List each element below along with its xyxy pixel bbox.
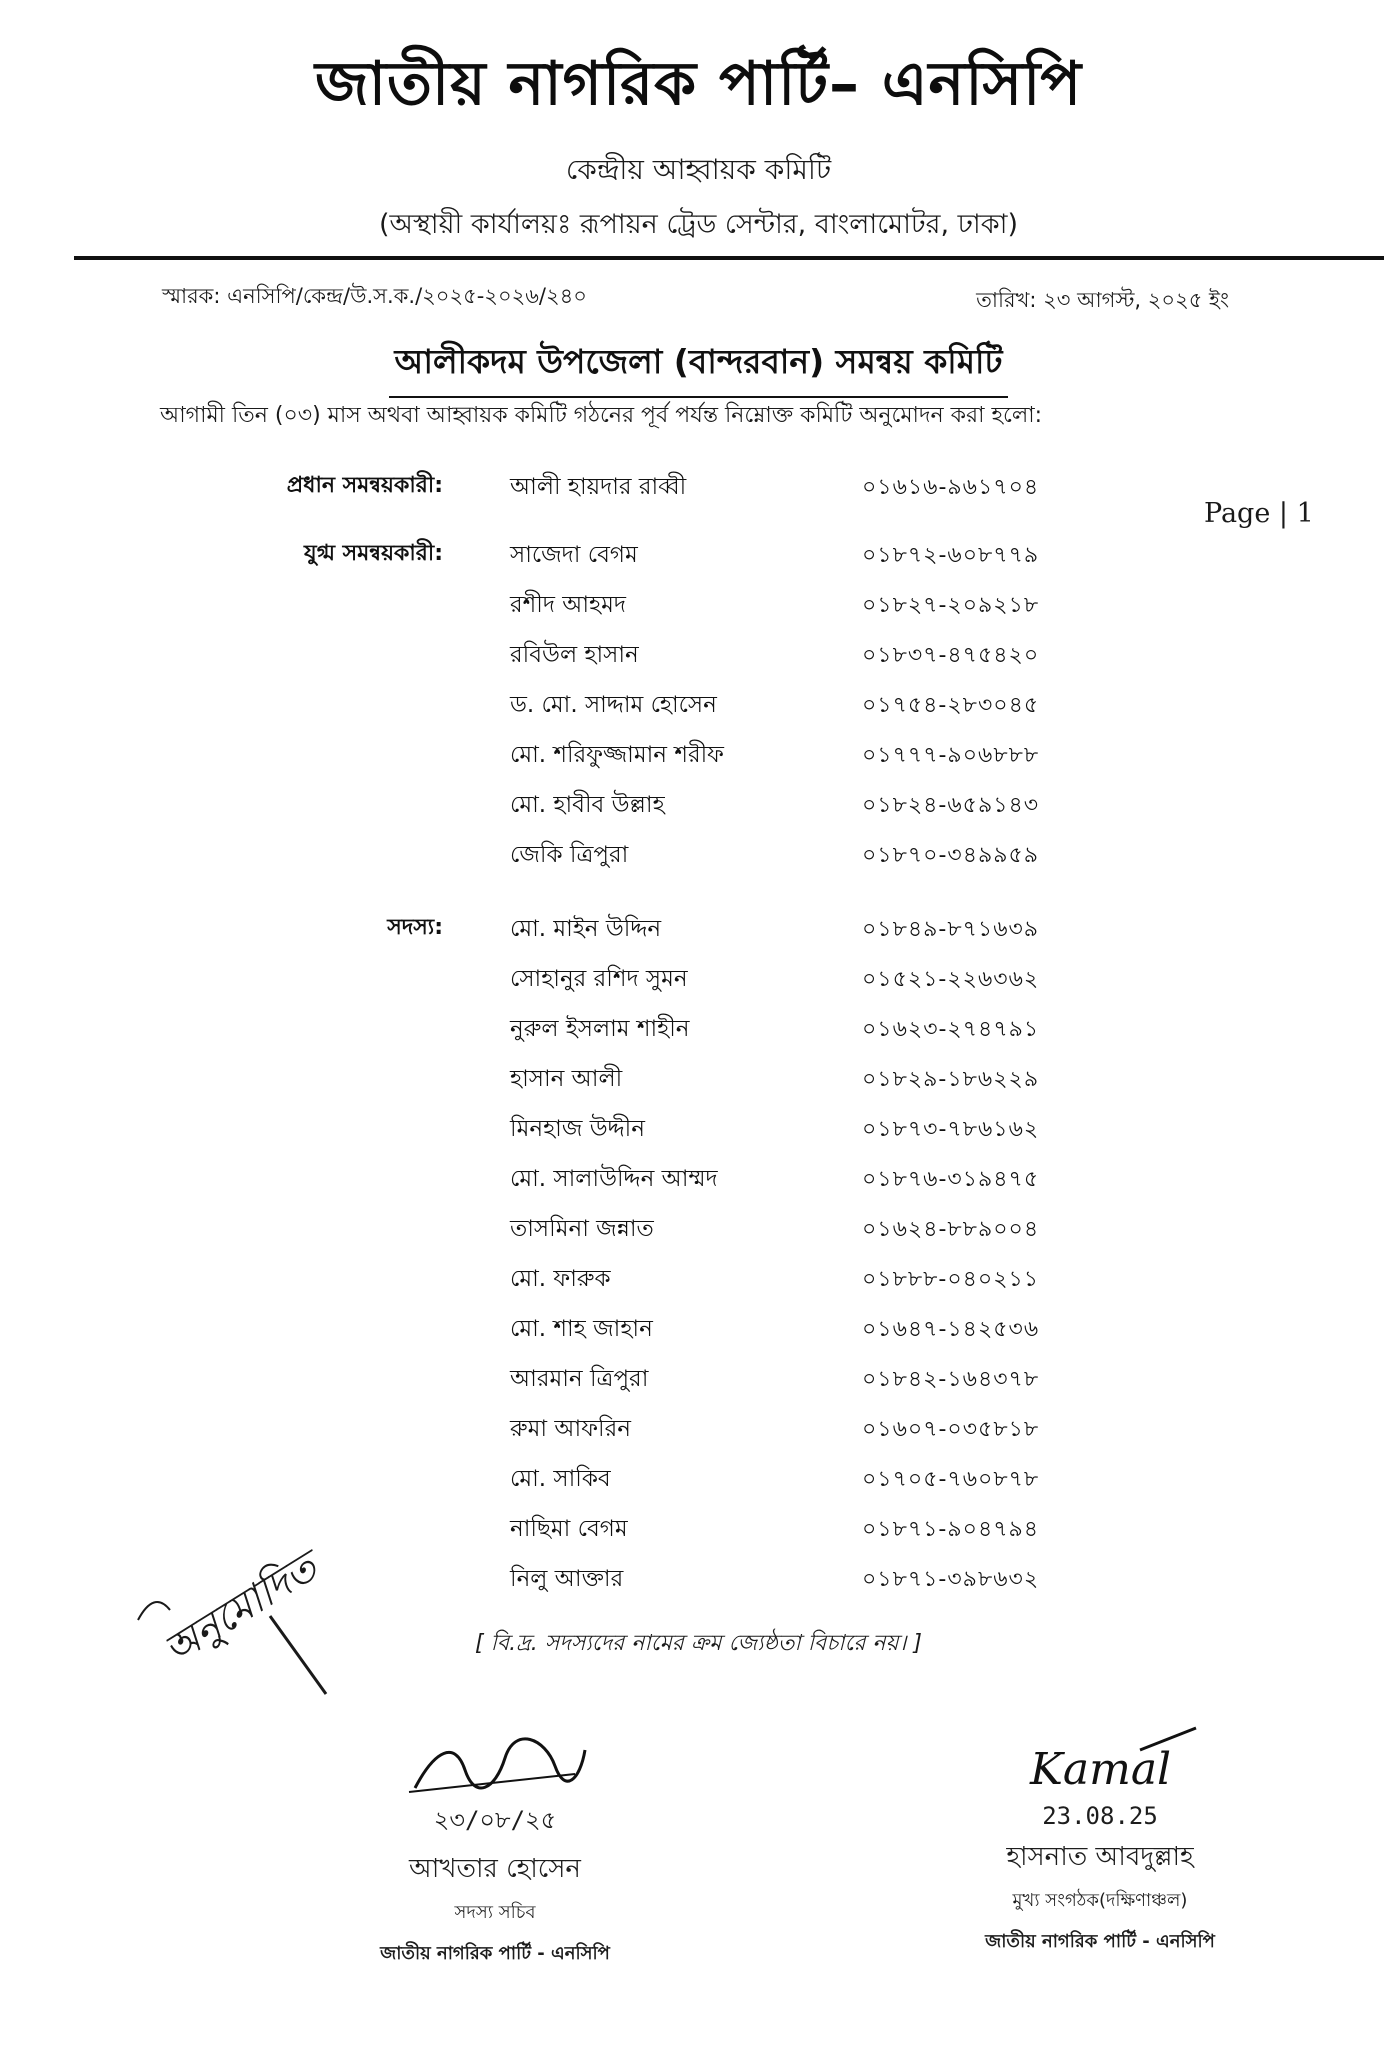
signatory-name-right: হাসনাত আবদুল্লাহ [1006,1842,1194,1872]
member-name: সোহানুর রশিদ সুমন [510,966,688,992]
member-row [0,1160,1397,1200]
member-phone: ০১৮৩৭-৪৭৫৪২০ [862,643,1040,668]
member-phone: ০১৮৮৮-০৪০২১১ [862,1267,1040,1292]
signatory-designation-right: মুখ্য সংগঠক(দক্ষিণাঞ্চল) [1012,1890,1188,1911]
signature-block-right [920,1720,1280,1958]
chief-coordinator-row [0,468,1397,508]
member-phone: ০১৭৭৭-৯০৬৮৮৮ [862,743,1040,768]
member-row [0,1060,1397,1100]
member-name: মো. সাকিব [510,1466,611,1492]
signature-scribble-left [395,1730,595,1800]
signature-date-right: 23.08.25 [1042,1802,1158,1830]
member-name: রবিউল হাসান [510,642,639,668]
member-phone: ০১৫২১-২২৬৩৬২ [862,967,1040,992]
office-address: (অস্থায়ী কার্যালয়ঃ রূপায়ন ট্রেড সেন্টার, বাংলামোটর, ঢাকা) [379,209,1018,240]
member-phone: ০১৭৫৪-২৮৩০৪৫ [862,693,1040,718]
page-number: Page | 1 [1204,498,1314,529]
approval-underline [138,1602,170,1620]
member-row [0,1360,1397,1400]
member-row [0,910,1397,950]
member-row [0,1310,1397,1350]
member-name: জেকি ত্রিপুরা [510,842,629,868]
member-name: সাজেদা বেগম [510,542,638,568]
joint-coordinator-row [0,586,1397,626]
member-phone: ০১৮৭২-৬০৮৭৭৯ [862,543,1040,568]
member-name: নাছিমা বেগম [510,1516,628,1542]
header-divider [74,256,1384,260]
joint-coordinator-row [0,786,1397,826]
role-label-joint: যুগ্ম সমন্বয়কারী: [304,541,443,566]
member-row [0,1210,1397,1250]
role-label-member: সদস্য: [387,915,443,940]
signature-text-right: Kamal [1030,1744,1172,1795]
role-label-chief: প্রধান সমন্বয়কারী: [286,473,443,498]
joint-coordinator-row [0,836,1397,876]
member-row [0,960,1397,1000]
footnote: [ বি.দ্র. সদস্যদের নামের ক্রম জ্যেষ্ঠতা বিচারে নয়। ] [475,1631,922,1656]
member-name: ড. মো. সাদ্দাম হোসেন [510,692,717,718]
member-name: মো. শাহ জাহান [510,1316,653,1342]
joint-coordinator-row [0,686,1397,726]
intro-text: আগামী তিন (০৩) মাস অথবা আহ্বায়ক কমিটি গঠনের পূর্ব পর্যন্ত নিম্নোক্ত কমিটি অনুমোদন করা হলো: [160,403,1043,428]
signatory-organization-left: জাতীয় নাগরিক পার্টি - এনসিপি [380,1943,610,1964]
member-name: নুরুল ইসলাম শাহীন [510,1016,690,1042]
approval-handwritten-mark [120,1488,340,1728]
party-title: জাতীয় নাগরিক পার্টি– এনসিপি [314,49,1083,119]
member-name: মো. ফারুক [510,1266,611,1292]
member-name: মো. শরিফুজ্জামান শরীফ [510,742,724,768]
member-name: নিলু আক্তার [510,1566,624,1592]
member-phone: ০১৬২৪-৮৮৯০০৪ [862,1217,1040,1242]
approval-note: অনুমোদিত [155,1544,326,1674]
member-phone: ০১৮৭৩-৭৮৬১৬২ [862,1117,1040,1142]
member-name: মো. সালাউদ্দিন আম্মদ [510,1166,718,1192]
member-row [0,1260,1397,1300]
memo-date: তারিখ: ২৩ আগস্ট, ২০২৫ ইং [976,288,1229,312]
member-name: তাসমিনা জন্নাত [510,1216,654,1242]
document-heading [0,336,1397,398]
member-phone: ০১৮২৭-২০৯২১৮ [862,593,1040,618]
member-name: মিনহাজ উদ্দীন [510,1116,645,1142]
signatory-name-left: আখতার হোসেন [409,1854,581,1884]
member-phone: ০১৬০৭-০৩৫৮১৮ [862,1417,1040,1442]
member-phone: ০১৬২৩-২৭৪৭৯১ [862,1017,1040,1042]
signature-block-left [330,1730,660,1970]
member-row [0,1110,1397,1150]
signature-scribble-right [990,1720,1210,1800]
member-phone: ০১৮৭০-৩৪৯৯৫৯ [862,843,1040,868]
member-name: মো. মাইন উদ্দিন [510,916,662,942]
joint-coordinator-row [0,636,1397,676]
member-phone: ০১৬৪৭-১৪২৫৩৬ [862,1317,1040,1342]
member-name: আলী হায়দার রাব্বী [510,474,687,500]
signatory-organization-right: জাতীয় নাগরিক পার্টি - এনসিপি [985,1931,1215,1952]
member-phone: ০১৮২৪-৬৫৯১৪৩ [862,793,1040,818]
member-name: রশীদ আহমদ [510,592,626,618]
member-row [0,1010,1397,1050]
joint-coordinator-row [0,736,1397,776]
member-phone: ০১৮২৯-১৮৬২২৯ [862,1067,1040,1092]
approval-stroke [270,1616,326,1694]
member-phone: ০১৮৭৬-৩১৯৪৭৫ [862,1167,1040,1192]
member-phone: ০১৮৪২-১৬৪৩৭৮ [862,1367,1040,1392]
member-name: মো. হাবীব উল্লাহ [510,792,665,818]
member-name: হাসান আলী [510,1066,623,1092]
member-name: আরমান ত্রিপুরা [510,1366,649,1392]
member-row [0,1410,1397,1450]
signature-date-left: ২৩/০৮/২৫ [433,1806,557,1834]
signatory-designation-left: সদস্য সচিব [454,1902,536,1923]
member-phone: ০১৮৭১-৯০৪৭৯৪ [862,1517,1040,1542]
joint-coordinator-row [0,536,1397,576]
member-phone: ০১৮৪৯-৮৭১৬৩৯ [862,917,1040,942]
committee-name: কেন্দ্রীয় আহ্বায়ক কমিটি [565,153,832,186]
memo-reference: স্মারক: এনসিপি/কেন্দ্র/উ.স.ক./২০২৫-২০২৬/২৪০ [162,284,587,308]
member-phone: ০১৮৭১-৩৯৮৬৩২ [862,1567,1040,1592]
document-heading-text: আলীকদম উপজেলা (বান্দরবান) সমন্বয় কমিটি [389,336,1009,398]
member-name: রুমা আফরিন [510,1416,631,1442]
member-phone: ০১৭০৫-৭৬০৮৭৮ [862,1467,1040,1492]
member-phone: ০১৬১৬-৯৬১৭০৪ [862,475,1040,500]
